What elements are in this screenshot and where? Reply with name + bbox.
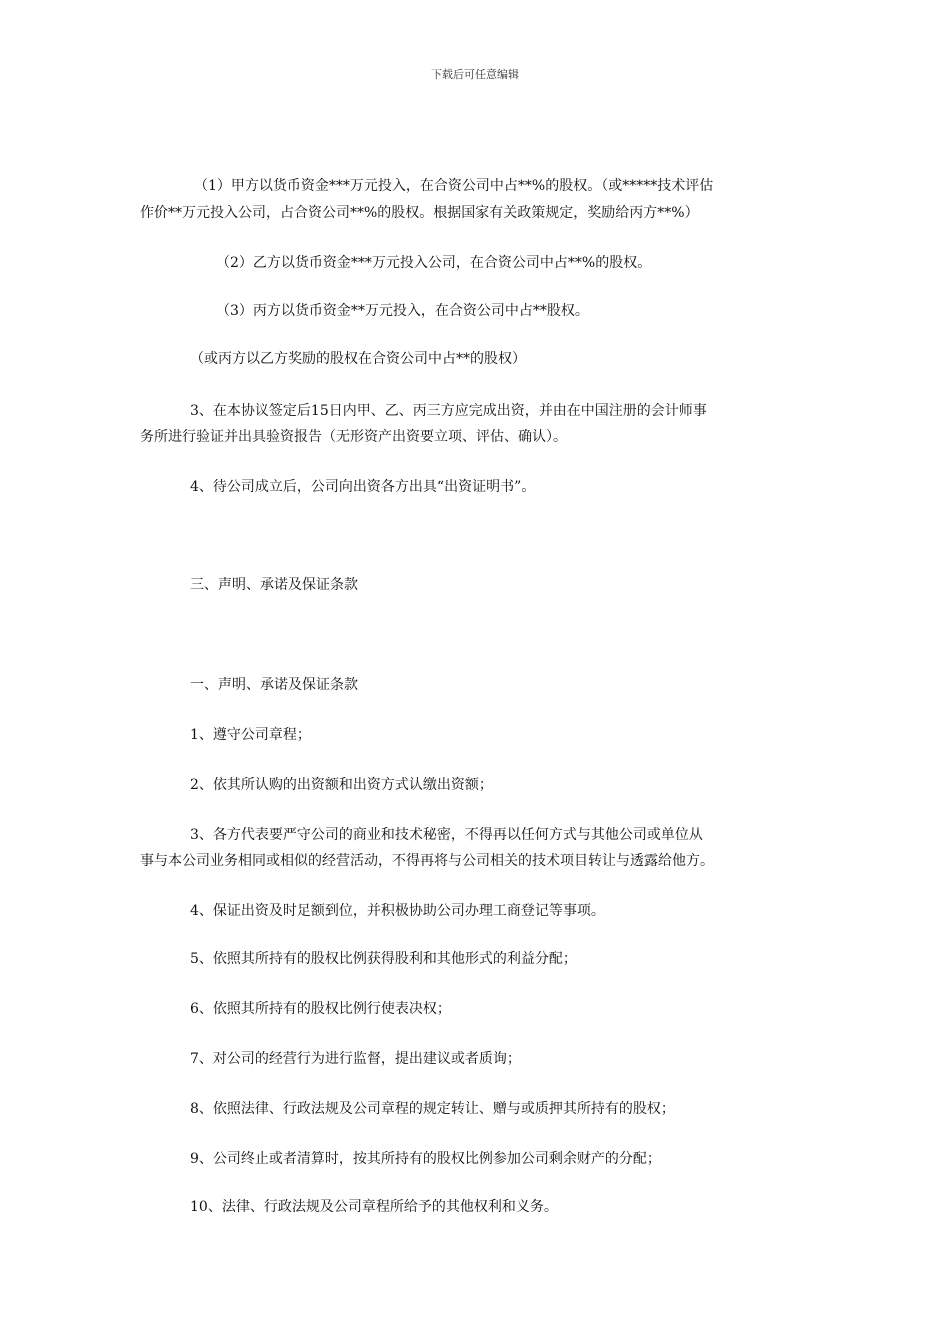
obligation-8: 8、依照法律、行政法规及公司章程的规定转让、赠与或质押其所持有的股权； — [190, 1101, 675, 1117]
section-heading-3: 三、声明、承诺及保证条款 — [190, 577, 358, 593]
obligation-7: 7、对公司的经营行为进行监督，提出建议或者质询； — [190, 1051, 521, 1067]
obligation-3-line-1: 3、各方代表要严守公司的商业和技术秘密，不得再以任何方式与其他公司或单位从 — [190, 827, 703, 843]
obligation-3-line-2: 事与本公司业务相同或相似的经营活动，不得再将与公司相关的技术项目转让与透露给他方。 — [140, 853, 714, 869]
obligation-6: 6、依照其所持有的股权比例行使表决权； — [190, 1001, 451, 1017]
obligation-2: 2、依其所认购的出资额和出资方式认缴出资额； — [190, 777, 493, 793]
obligation-4: 4、保证出资及时足额到位，并积极协助公司办理工商登记等事项。 — [190, 903, 605, 919]
clause-1-line-1: （1）甲方以货币资金***万元投入，在合资公司中占**%的股权。（或*****技术评估 — [194, 178, 714, 194]
obligation-1: 1、遵守公司章程； — [190, 727, 311, 743]
clause-2: （2）乙方以货币资金***万元投入公司，在合资公司中占**%的股权。 — [216, 255, 652, 271]
obligation-9: 9、公司终止或者清算时，按其所持有的股权比例参加公司剩余财产的分配； — [190, 1151, 661, 1167]
clause-1-line-2: 作价**万元投入公司，占合资公司**%的股权。根据国家有关政策规定，奖励给丙方**%） — [140, 205, 699, 221]
clause-3: （3）丙方以货币资金**万元投入，在合资公司中占**股权。 — [216, 303, 589, 319]
clause-3-note: （或丙方以乙方奖励的股权在合资公司中占**的股权） — [190, 351, 526, 367]
item-3-line-1: 3、在本协议签定后15日内甲、乙、丙三方应完成出资，并由在中国注册的会计师事 — [190, 403, 707, 419]
item-3-line-2: 务所进行验证并出具验资报告（无形资产出资要立项、评估、确认）。 — [140, 429, 567, 445]
obligation-5: 5、依照其所持有的股权比例获得股利和其他形式的利益分配； — [190, 951, 577, 967]
item-4: 4、待公司成立后，公司向出资各方出具“出资证明书”。 — [190, 479, 536, 495]
section-heading-1: 一、声明、承诺及保证条款 — [190, 677, 358, 693]
obligation-10: 10、法律、行政法规及公司章程所给予的其他权利和义务。 — [190, 1199, 558, 1215]
page-header-note: 下载后可任意编辑 — [431, 68, 519, 81]
